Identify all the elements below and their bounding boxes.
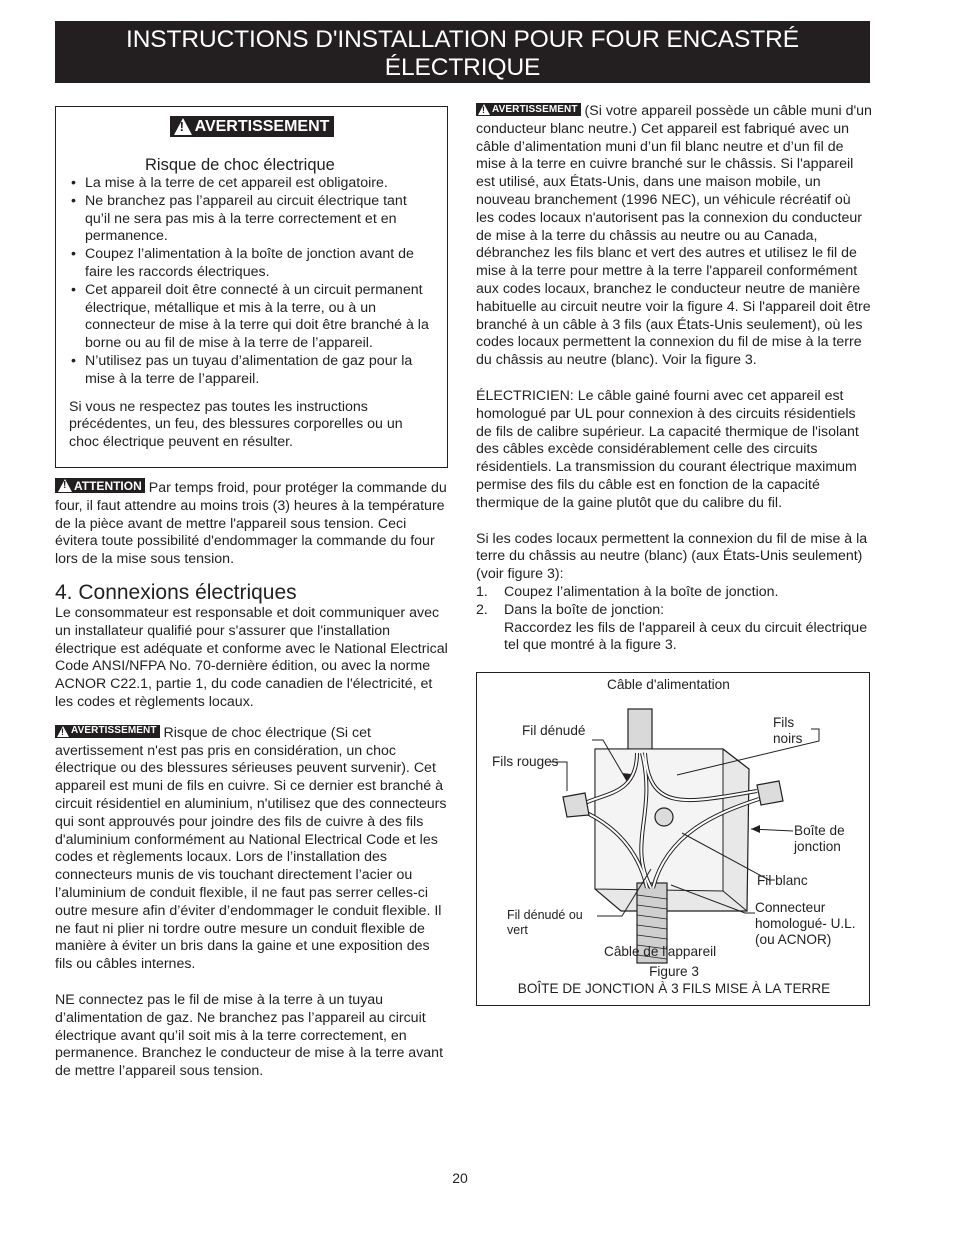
label-white-wire: Fil blanc xyxy=(757,873,808,889)
power-conduit xyxy=(628,709,652,753)
page-subtitle: (Combiné à une table de cuisson électrique ou à gaz (en option)) xyxy=(261,83,664,99)
center-wire-connector xyxy=(655,808,673,826)
step2-detail: Raccordez les fils de l'appareil à ceux du circuit électrique tel que montré à la figure 3. xyxy=(504,619,868,654)
right-column xyxy=(476,103,872,1006)
steps-list xyxy=(476,584,872,655)
right-wire-connector xyxy=(757,781,783,805)
label-stripped-green: Fil dénudé ou vert xyxy=(507,908,583,938)
shock-warning-paragraph xyxy=(55,725,450,974)
codes-intro: Si les codes locaux permettent la connexion du fil de mise à la terre du châssis au neutre (blanc) (aux États-Unis seulement) (voir figure 3): xyxy=(476,530,868,583)
warning-triangle-icon xyxy=(174,118,192,135)
label-stripped-wire: Fil dénudé xyxy=(522,723,586,739)
warning-box xyxy=(55,106,448,468)
left-column xyxy=(55,106,450,1081)
list-item: • Cet appareil doit être connecté à un circuit permanent électrique, métallique et mis à la terre, ou à un connecteur de mise à la terre qui doit être branché à la borne ou au fil de mise à la terre de l’appareil. xyxy=(69,282,435,353)
label-black-wires: Fils noirs xyxy=(773,715,803,747)
neutral-warning-paragraph xyxy=(476,103,872,370)
warning-triangle-icon xyxy=(57,726,69,737)
left-wire-connector xyxy=(563,793,589,817)
attention-text: Par temps froid, pour protéger la commande du four, il faut attendre au moins trois (3) heures à la température de la pièce avant de mettre l'appareil sous tension. Ceci évitera toute possibilité d'endommager la commande du four lors de la mise sous tension. xyxy=(55,480,447,568)
risk-title: Risque de choc électrique xyxy=(145,156,335,174)
warning-badge-small: ! AVERTISSEMENT xyxy=(476,103,581,116)
list-item: • Coupez l’alimentation à la boîte de jonction avant de faire les raccords électriques. xyxy=(69,246,435,282)
attention-paragraph xyxy=(55,478,450,569)
title-banner xyxy=(55,21,870,99)
list-item: • N’utilisez pas un tuyau d’alimentation de gaz pour la mise à la terre de l’appareil. xyxy=(69,353,435,389)
attention-badge: ! ATTENTION xyxy=(55,478,145,493)
list-item: • Ne branchez pas l’appareil au circuit électrique tant qu’il ne sera pas mis à la terre correctement et en permanence. xyxy=(69,193,435,246)
gas-note: NE connectez pas le fil de mise à la terre à un tuyau d’alimentation de gaz. Ne branchez pas l’appareil au circuit électrique avant qu’il soit mis à la terre correctement, en permanence. Branchez le conducteur de mise à la terre avant de mettre l’appareil sous tension. xyxy=(55,991,444,1080)
warning-closing: Si vous ne respectez pas toutes les instructions précédentes, un feu, des blessures corporelles ou un choc électrique peuvent en résulter. xyxy=(69,398,403,451)
figure-3 xyxy=(476,672,870,1006)
label-appliance-cable: Câble de l'appareil xyxy=(604,944,717,960)
label-junction-box: Boîte de jonction xyxy=(794,823,845,855)
warning-triangle-icon xyxy=(58,479,72,492)
warning-bullets xyxy=(69,175,435,389)
label-connector: Connecteur homologué- U.L. (ou ACNOR) xyxy=(755,900,856,948)
label-power-cable: Câble d'alimentation xyxy=(607,677,730,693)
list-item: 2. Dans la boîte de jonction: Raccordez les fils de l'appareil à ceux du circuit électrique tel que montré à la figure 3. xyxy=(476,601,868,654)
page-title: INSTRUCTIONS D'INSTALLATION POUR FOUR ENCASTRÉ ÉLECTRIQUE xyxy=(126,26,799,81)
neutral-warning-text: (Si votre appareil possède un câble muni d'un conducteur blanc neutre.) Cet appareil est fabriqué avec un câble d’alimentation muni d’un fil blanc neutre et d’un fil de mise à la terre en cuivre branché sur le châssis. Si l'appareil est utilisé, aux États-Unis, dans une maison mobile, un nouveau branchement (1996 NEC), un véhicule récréatif où les codes locaux n'autorisent pas la connexion du conducteur de mise à la terre du châssis au neutre ou au Canada, débranchez les fils blanc et vert des autres et utilisez le fil de mise à la terre pour mettre à la terre l'appareil conformément aux codes locaux, branchez le conducteur neutre de manière habituelle au circuit neutre voir la figure 4. Si l'appareil doit être branché à un câble à 3 fils (aux États-Unis seulement), où les codes locaux permettent la connexion du fil de mise à la terre du châssis au neutre (blanc). Voir la figure 3. xyxy=(476,103,872,369)
section-title: 4. Connexions électriques xyxy=(55,580,297,604)
shock-warning-text: Risque de choc électrique (Si cet avertissement n'est pas pris en considération, un choc électrique ou des blessures sérieuses peuvent survenir). Cet appareil est muni de fils en cuivre. Si ce dernier est branché à circuit résidentiel en aluminium, n'utilisez que des connecteurs qui sont approuvés pour joindre des fils de cuivre à des fils d'aluminium conformément au National Electrical Code et les codes et règlements locaux. Lors de l’installation des connecteurs munis de vis touchant directement l’acier ou l’aluminium de conduit flexible, il ne faut pas serrer celles-ci outre mesure afin d’éviter d’endommager le conduit flexible. Il ne faut ni plier ni tordre outre mesure un conduit flexible de manière à éviter un bris dans la gaine et une exposition des fils ou câbles internes. xyxy=(55,724,447,973)
section-intro: Le consommateur est responsable et doit communiquer avec un installateur qualifié pour s'assurer que l'installation électrique est adéquate et conforme avec le National Electrical Code ANSI/NFPA No. 70-dernière édition, ou avec la norme ACNOR C22.1, partie 1, du code canadien de l'électricité, et les codes et règlements locaux. xyxy=(55,604,448,710)
warning-badge: ! AVERTISSEMENT xyxy=(170,116,335,137)
figure-number: Figure 3 xyxy=(649,964,699,980)
figure-caption: BOÎTE DE JONCTION À 3 FILS MISE À LA TERRE xyxy=(517,981,831,997)
label-red-wires: Fils rouges xyxy=(492,754,559,770)
page-number: 20 xyxy=(452,1170,468,1186)
warning-badge-small: ! AVERTISSEMENT xyxy=(55,725,160,738)
warning-triangle-icon xyxy=(478,104,490,115)
warning-header xyxy=(69,116,435,138)
list-item: 1. Coupez l’alimentation à la boîte de jonction. xyxy=(476,583,779,600)
list-item: • La mise à la terre de cet appareil est obligatoire. xyxy=(69,175,435,193)
electrician-note: ÉLECTRICIEN: Le câble gainé fourni avec cet appareil est homologué par UL pour connexion à des circuits résidentiels de fils de calibre supérieur. La capacité thermique de l'isolant des câbles excède considérablement celle des circuits résidentiels. La transmission du courant électrique maximum permise des fils du câble est en fonction de la capacité thermique de la gaine plutôt que du calibre du fil. xyxy=(476,387,859,511)
